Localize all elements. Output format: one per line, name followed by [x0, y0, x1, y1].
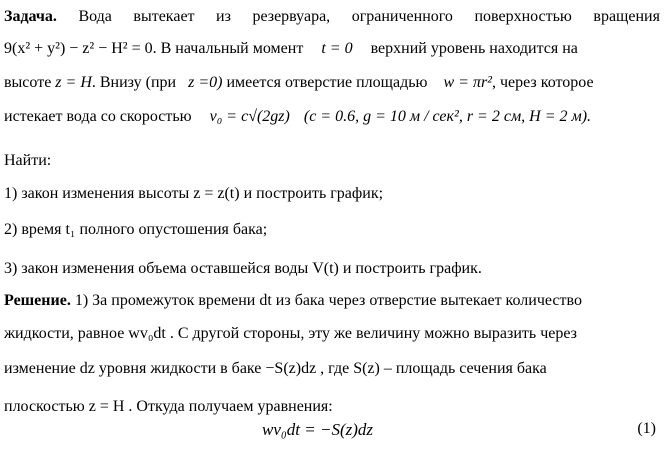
- problem-line-1: Задача. Вода вытекает из резервуара, ограниченного поверхностью вращения: [4, 8, 660, 25]
- z-equals-0-formula: z =0): [188, 74, 223, 91]
- problem-line-2: 9(x² + y²) − z² − H² = 0. В начальный момент t = 0 верхний уровень находится на: [4, 40, 578, 57]
- surface-equation: 9(x² + y²) − z² − H² = 0: [4, 40, 153, 57]
- find-item-3: 3) закон изменения объема оставшейся воды V(t) и построить график.: [4, 260, 482, 277]
- solution-line-4: плоскостью z = H . Откуда получаем уравнения:: [4, 398, 333, 415]
- solution-line-2: жидкости, равное wv₀dt . С другой стороны, эту же величину можно выразить через: [4, 325, 577, 342]
- z-equals-h-formula: z = H: [55, 74, 92, 91]
- solution-heading: Решение.: [4, 292, 71, 309]
- find-item-2: 2) время t₁ полного опустошения бака;: [4, 221, 268, 238]
- equation-number: (1): [637, 420, 656, 437]
- find-item-1: 1) закон изменения высоты z = z(t) и построить график;: [4, 185, 384, 202]
- solution-line-3: изменение dz уровня жидкости в баке −S(z)dz , где S(z) – площадь сечения бака: [4, 360, 547, 377]
- parameters: (c = 0.6, g = 10 м / сек², r = 2 см, H = 2 м).: [303, 108, 592, 125]
- equation-1: wv₀dt = −S(z)dz: [262, 420, 374, 439]
- t0-formula: t = 0: [321, 40, 353, 57]
- velocity-formula: v₀ = c√(2gz): [209, 108, 290, 125]
- problem-line-4: истекает вода со скоростью v₀ = c√(2gz) (c = 0.6, g = 10 м / сек², r = 2 см, H = 2 м).: [4, 108, 592, 125]
- problem-line-3: высоте z = H. Внизу (при z =0) имеется отверстие площадью w = πr², через которое: [4, 74, 594, 91]
- problem-heading: Задача.: [4, 8, 57, 25]
- solution-line-1: Решение. 1) За промежуток времени dt из бака через отверстие вытекает количество: [4, 292, 582, 309]
- area-formula: w = πr²: [443, 74, 492, 91]
- find-label: Найти:: [4, 152, 52, 169]
